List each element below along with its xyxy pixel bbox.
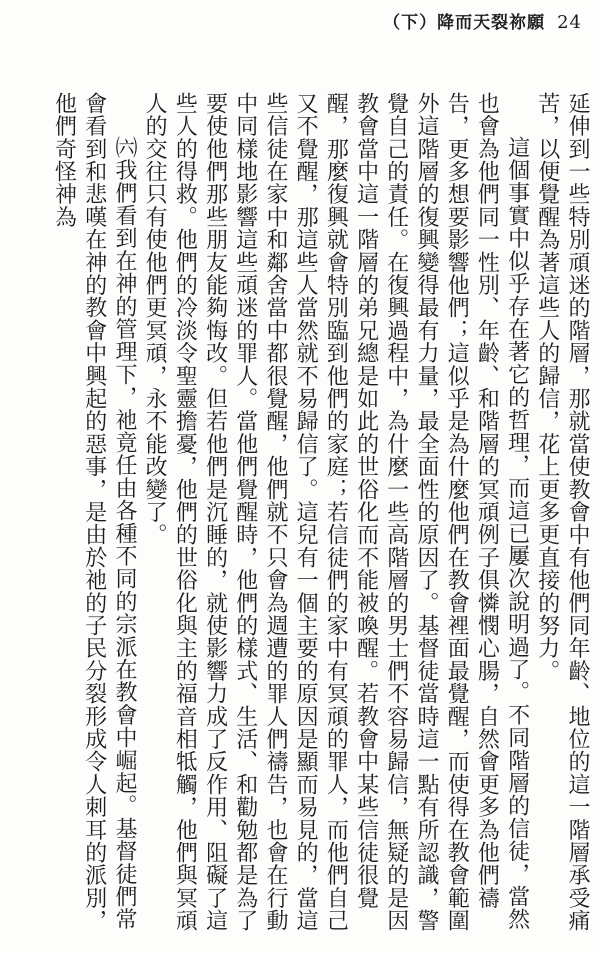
paragraph-point-six: ㈥我們看到在神的管理下，祂竟任由各種不同的宗派在教會中崛起。基督徒們常會看到和悲嘆在神的教會中興起的惡事，是由於祂的子民分裂形成令人刺耳的派別，他們奇怪神為 xyxy=(51,92,137,932)
vertical-body-text xyxy=(48,92,592,940)
running-title: （下）降而天裂祢願 xyxy=(383,13,546,33)
paragraph-continuation: 延伸到一些特別頑迷的階層，那就當使教會中有他們同年齡、地位的這一階層承受痛苦，以便覺醒為著這些人的歸信，花上更多更直接的努力。 xyxy=(534,92,590,932)
page-number: 24 xyxy=(557,12,582,33)
running-header xyxy=(383,8,582,33)
paragraph-main: 這個事實中似乎存在著它的哲理，而這已屢次說明過了。不同階層的信徒，當然也會為他們同一性別、年齡、和階層的冥頑例子俱憐憫心腸，自然會更多為他們禱告，更多想要影響他們；這似乎是為什麼他們在教會裡面最覺醒，而使得在教會範圍外這階層的復興變得最有力量，最全面性的原因了。基督徒當時這一點有所認識，警覺自己的責任。在復興過程中，為什麼一些高階層的男士們不容易歸信，無疑的是因教會當中這一階層的弟兄總是如此的世俗化而不能被喚醒。若教會中某些信徒很覺醒，那麼復興就會特別臨到他們的家庭；若信徒們的家中有冥頑的罪人，而他們自己又不覺醒，那這些人當然就不易歸信了。這兒有一個主要的原因是顯而易見的，當這些信徒在家中和鄰舍當中都很覺醒，他們就不只會為週遭的罪人們禱告，也會在行動中同樣地影響這些頑迷的罪人。當他們覺醒時，他們的樣式、生活、和勸勉都是為了要使他們那些朋友能夠悔改。但若他們是沉睡的，就使影響力成了反作用、阻礙了這些人的得救。他們的冷淡令聖靈擔憂，他們的世俗化與主的福音相牴觸，他們與冥頑人的交往只有使他們更冥頑，永不能改變了。 xyxy=(142,92,530,932)
